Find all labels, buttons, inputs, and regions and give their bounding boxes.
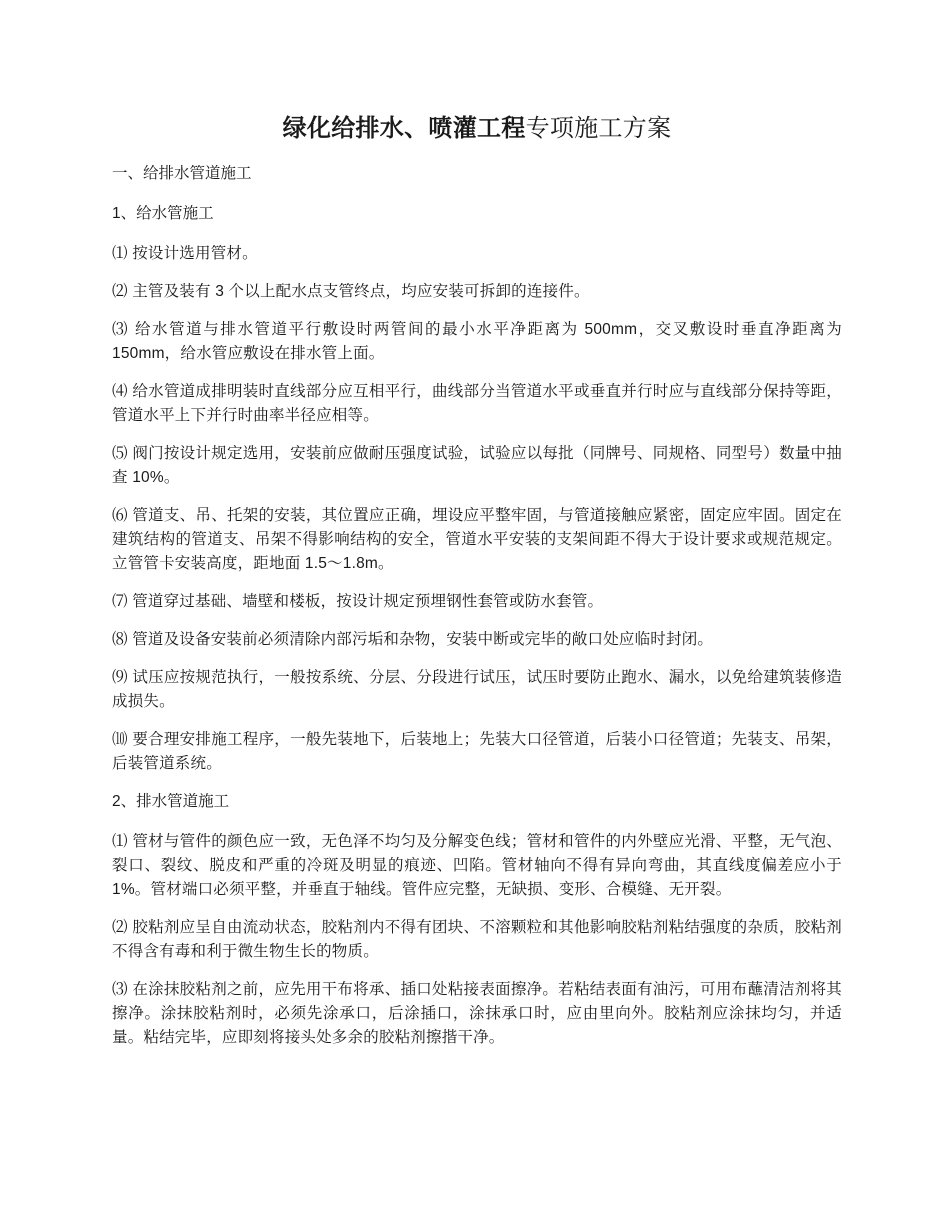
list-item: ⑶ 给水管道与排水管道平行敷设时两管间的最小水平净距离为 500mm，交叉敷设时垂直净距离为 150mm，给水管应敷设在排水管上面。 [112,321,842,362]
list-item: ⑵ 胶粘剂应呈自由流动状态，胶粘剂内不得有团块、不溶颗粒和其他影响胶粘剂粘结强度的杂质，胶粘剂不得含有毒和利于微生物生长的物质。 [112,919,842,960]
list-item: ⑻ 管道及设备安装前必须清除内部污垢和杂物，安装中断或完毕的敞口处应临时封闭。 [112,631,714,648]
list-item: ⑸ 阀门按设计规定选用，安装前应做耐压强度试验，试验应以每批（同牌号、同规格、同型号）数量中抽查 10%。 [112,445,842,486]
title-main: 绿化给排水、喷灌工程 [282,114,526,142]
list-item: ⑴ 按设计选用管材。 [112,245,258,262]
title-suffix: 专项施工方案 [525,114,672,142]
list-item: ⑹ 管道支、吊、托架的安装，其位置应正确，埋设应平整牢固，与管道接触应紧密，固定应牢固。固定在建筑结构的管道支、吊架不得影响结构的安全，管道水平安装的支架间距不得大于设计要求或规范规定。立管管卡安装高度，距地面 1.5～1.8m。 [112,507,842,572]
list-item: ⑵ 主管及装有 3 个以上配水点支管终点，均应安装可拆卸的连接件。 [112,283,590,300]
subsection-heading-drainage: 2、排水管道施工 [112,793,230,810]
document-page [112,108,842,1064]
list-item: ⑷ 给水管道成排明装时直线部分应互相平行，曲线部分当管道水平或垂直并行时应与直线部分保持等距，管道水平上下并行时曲率半径应相等。 [112,383,842,424]
list-item: ⑼ 试压应按规范执行，一般按系统、分层、分段进行试压，试压时要防止跑水、漏水，以免给建筑装修造成损失。 [112,669,842,710]
list-item: ⑽ 要合理安排施工程序，一般先装地下，后装地上；先装大口径管道，后装小口径管道；先装支、吊架，后装管道系统。 [112,731,842,772]
list-item: ⑴ 管材与管件的颜色应一致，无色泽不均匀及分解变色线；管材和管件的内外壁应光滑、平整，无气泡、裂口、裂纹、脱皮和严重的冷斑及明显的痕迹、凹陷。管材轴向不得有异向弯曲，其直线度偏差应小于 1%。管材端口必须平整，并垂直于轴线。管件应完整，无缺损、变形、合模缝、无开裂。 [112,833,842,898]
document-title [112,108,842,148]
subsection-heading-water-supply: 1、给水管施工 [112,205,214,222]
section-heading-1: 一、给排水管道施工 [112,165,252,182]
list-item: ⑺ 管道穿过基础、墙壁和楼板，按设计规定预埋钢性套管或防水套管。 [112,593,604,610]
list-item: ⑶ 在涂抹胶粘剂之前，应先用干布将承、插口处粘接表面擦净。若粘结表面有油污，可用布蘸清洁剂将其擦净。涂抹胶粘剂时，必须先涂承口，后涂插口，涂抹承口时，应由里向外。胶粘剂应涂抹均匀，并适量。粘结完毕，应即刻将接头处多余的胶粘剂擦揩干净。 [112,981,842,1046]
